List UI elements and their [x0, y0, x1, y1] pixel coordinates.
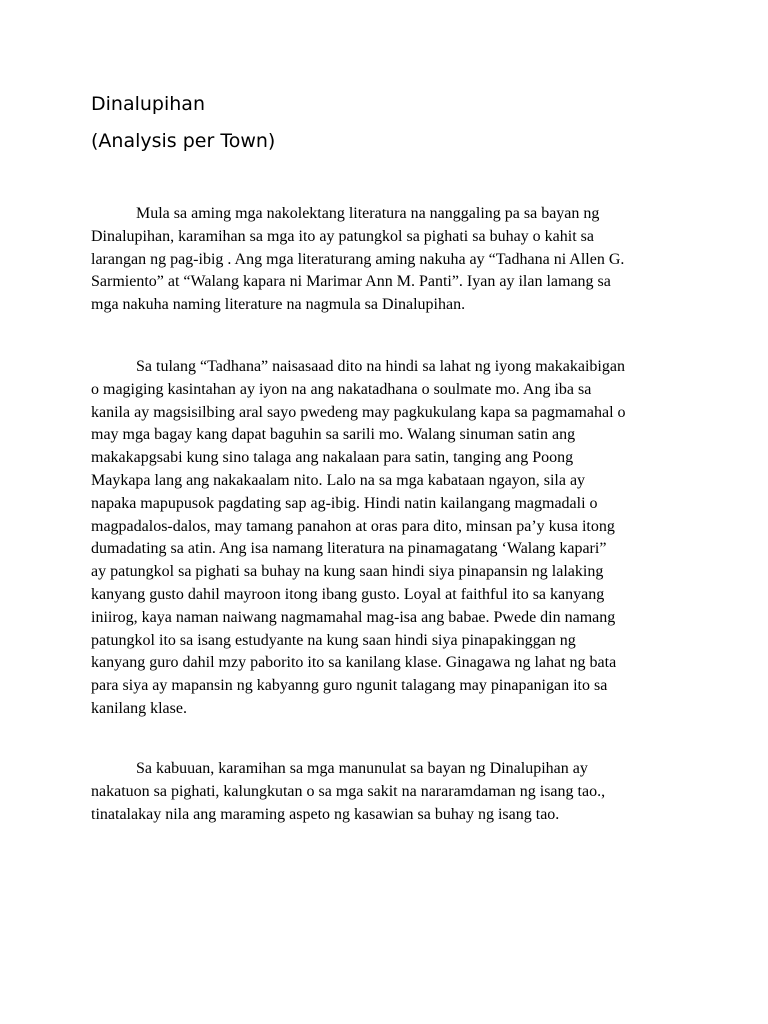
paragraph-analysis — [91, 356, 691, 721]
paragraph-line: larangan ng pag-ibig . Ang mga literaturang aming nakuha ay “Tadhana ni Allen G. — [91, 250, 625, 268]
paragraph-line: Maykapa lang ang nakakaalam nito. Lalo na sa mga kabataan ngayon, sila ay — [91, 471, 586, 489]
paragraph-line: Dinalupihan, karamihan sa mga ito ay patungkol sa pighati sa buhay o kahit sa — [91, 227, 594, 245]
paragraph-intro — [91, 203, 691, 317]
document-title: Dinalupihan — [91, 93, 205, 115]
paragraph-line: kanila ay magsisilbing aral sayo pwedeng may pagkukulang kapa sa pagmamahal o — [91, 403, 626, 421]
paragraph-line: kanyang guro dahil mzy paborito ito sa kanilang klase. Ginagawa ng lahat ng bata — [91, 654, 617, 672]
paragraph-line: kanyang gusto dahil mayroon itong ibang gusto. Loyal at faithful ito sa kanyang — [91, 585, 605, 603]
paragraph-line: tinatalakay nila ang maraming aspeto ng kasawian sa buhay ng isang tao. — [91, 805, 560, 823]
document-subtitle: (Analysis per Town) — [91, 130, 276, 152]
paragraph-line: Mula sa aming mga nakolektang literatura na nanggaling pa sa bayan ng — [136, 205, 600, 222]
paragraph-line: iniirog, kaya naman naiwang nagmamahal mag-isa ang babae. Pwede din namang — [91, 608, 616, 626]
paragraph-conclusion — [91, 758, 691, 826]
paragraph-line: Sa tulang “Tadhana” naisasaad dito na hindi sa lahat ng iyong makakaibigan — [136, 358, 625, 375]
paragraph-line: nakatuon sa pighati, kalungkutan o sa mga sakit na nararamdaman ng isang tao., — [91, 782, 606, 800]
paragraph-line: para siya ay mapansin ng kabyanng guro ngunit talagang may pinapanigan ito sa — [91, 677, 608, 695]
paragraph-line: makakapgsabi kung sino talaga ang nakalaan para satin, tanging ang Poong — [91, 449, 574, 467]
paragraph-line: o magiging kasintahan ay iyon na ang nakatadhana o soulmate mo. Ang iba sa — [91, 380, 592, 398]
paragraph-line: mga nakuha naming literature na nagmula sa Dinalupihan. — [91, 296, 466, 314]
paragraph-line: Sa kabuuan, karamihan sa mga manunulat sa bayan ng Dinalupihan ay — [136, 760, 588, 777]
paragraph-line: may mga bagay kang dapat baguhin sa sarili mo. Walang sinuman satin ang — [91, 426, 576, 444]
paragraph-line: patungkol ito sa isang estudyante na kung saan hindi siya pinapakinggan ng — [91, 631, 576, 649]
paragraph-line: magpadalos-dalos, may tamang panahon at oras para dito, minsan pa’y kusa itong — [91, 517, 615, 535]
paragraph-line: Sarmiento” at “Walang kapara ni Marimar Ann M. Panti”. Iyan ay ilan lamang sa — [91, 273, 611, 291]
paragraph-line: kanilang klase. — [91, 699, 187, 717]
paragraph-line: ay patungkol sa pighati sa buhay na kung saan hindi siya pinapansin ng lalaking — [91, 563, 604, 581]
paragraph-line: napaka mapupusok pagdating sap ag-ibig. Hindi natin kailangang magmadali o — [91, 494, 598, 512]
paragraph-line: dumadating sa atin. Ang isa namang literatura na pinamagatang ‘Walang kapari” — [91, 540, 607, 558]
